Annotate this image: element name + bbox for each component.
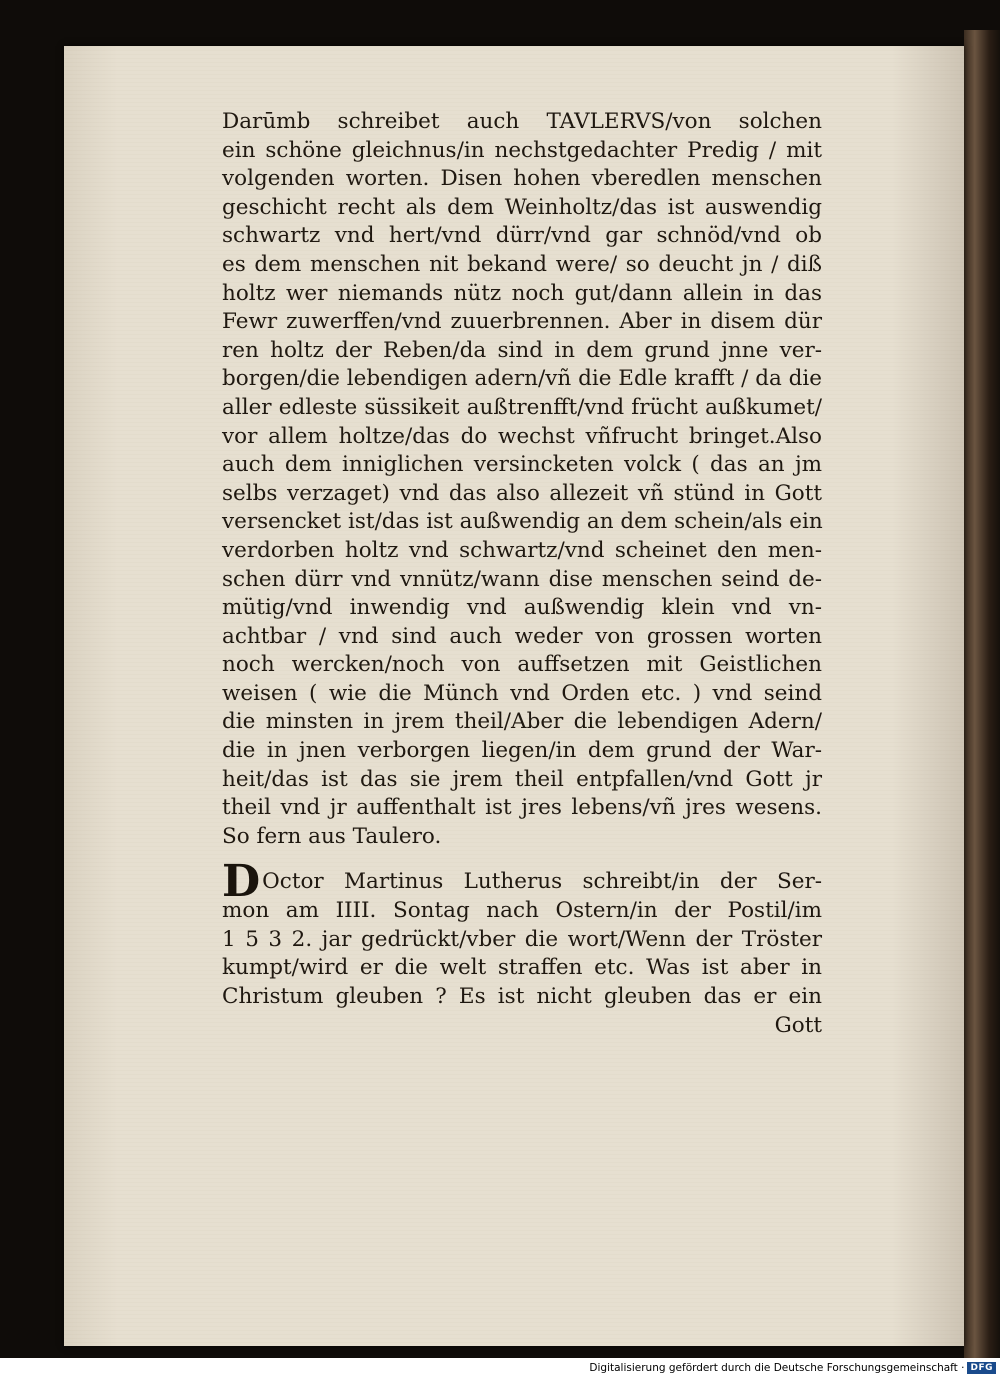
- text-line: kumpt/wird er die welt straffen etc. Was ist aber in: [222, 955, 822, 981]
- text-line: es dem menschen nit bekand were/ so deucht jn / diß: [222, 251, 822, 277]
- text-line: weisen ( wie die Münch vnd Orden etc. ) vnd seind: [222, 680, 822, 706]
- book-edge: [964, 30, 1000, 1358]
- text-line: Darūmb schreibet auch TAVLERVS/von solchen: [222, 109, 822, 134]
- text-line: ein schöne gleichnus/in nechstgedachter Predig / mit: [222, 137, 822, 163]
- text-line: borgen/die lebendigen adern/vñ die Edle krafft / da die: [222, 366, 822, 392]
- text-line: auch dem inniglichen versincketen volck ( das an jm: [222, 452, 822, 478]
- text-line: aller edleste süssikeit außtrenfft/vnd frücht außkumet/: [222, 394, 822, 420]
- funding-notice: Digitalisierung gefördert durch die Deutsche Forschungsgemeinschaft ·: [589, 1362, 965, 1374]
- text-line: ren holtz der Reben/da sind in dem grund jnne ver-: [222, 337, 822, 363]
- text-line: heit/das ist das sie jrem theil entpfallen/vnd Gott jr: [222, 766, 822, 792]
- text-line: die minsten in jrem theil/Aber die lebendigen Adern/: [222, 709, 822, 735]
- text-line: achtbar / vnd sind auch weder von grossen worten: [222, 623, 822, 649]
- text-line: So fern aus Taulero.: [222, 823, 442, 849]
- text-line-with-initial: [222, 856, 822, 908]
- page-text: [222, 108, 822, 1041]
- text-line: Fewr zuwerffen/vnd zuuerbrennen. Aber in disem dür: [222, 309, 822, 335]
- text-line: schen dürr vnd vnnütz/wann dise menschen seind de-: [222, 566, 822, 592]
- paragraph-2: [222, 856, 822, 1011]
- catchword: Gott: [774, 1013, 822, 1039]
- text-line: noch wercken/noch von auffsetzen mit Geistlichen: [222, 652, 822, 678]
- digitization-footer: [0, 1358, 1000, 1378]
- text-line: holtz wer niemands nütz noch gut/dann allein in das: [222, 280, 822, 306]
- text-line: theil vnd jr auffenthalt ist jres lebens/vñ jres wesens.: [222, 795, 822, 821]
- text-line-rest: Octor Martinus Lutherus schreibt/in der Ser-: [262, 869, 822, 895]
- text-line: selbs verzaget) vnd das also allezeit vñ stünd in Gott: [222, 480, 822, 506]
- text-line: versencket ist/das ist außwendig an dem schein/als ein: [222, 509, 823, 535]
- text-line: geschicht recht als dem Weinholtz/das ist auswendig: [222, 194, 822, 220]
- text-line: verdorben holtz vnd schwartz/vnd scheinet den men-: [222, 537, 822, 563]
- text-line: 1 5 3 2. jar gedrückt/vber die wort/Wenn der Tröster: [222, 926, 822, 952]
- text-line: vor allem holtze/das do wechst vñfrucht bringet.Also: [222, 423, 822, 449]
- text-line: mon am IIII. Sontag nach Ostern/in der Postil/im: [222, 898, 822, 924]
- dfg-logo-icon: DFG: [967, 1362, 996, 1374]
- text-line: schwartz vnd hert/vnd dürr/vnd gar schnöd/vnd ob: [222, 223, 822, 249]
- drop-cap-initial: D: [222, 856, 261, 908]
- text-line: die in jnen verborgen liegen/in dem grund der War-: [222, 738, 822, 764]
- text-line: mütig/vnd inwendig vnd außwendig klein vnd vn-: [222, 595, 822, 621]
- paragraph-1: [222, 108, 822, 851]
- text-line: Christum gleuben ? Es ist nicht gleuben das er ein: [222, 983, 822, 1009]
- text-line: volgenden worten. Disen hohen vberedlen menschen: [222, 166, 822, 192]
